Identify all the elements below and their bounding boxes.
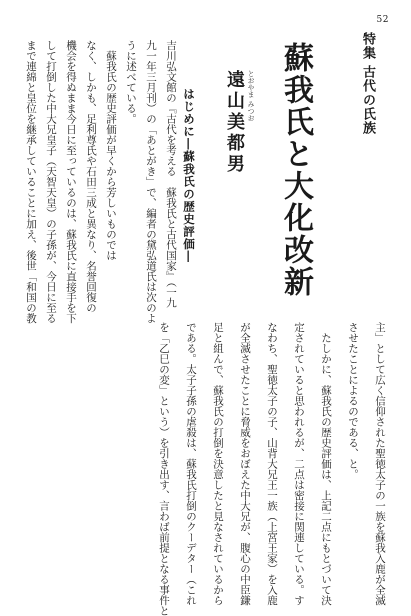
- text-column: なく、しかも、足利尊氏や石田三成と異なり、名誉回復の: [85, 40, 97, 313]
- author-name: 遠山美都男: [224, 70, 245, 175]
- body-text-upper: [18, 40, 177, 324]
- text-column: まで連綿と皇位を継承していることに加え、後世「和国の教: [25, 40, 37, 324]
- series-header: [358, 32, 377, 135]
- text-column: 九一年三月刊）の「あとがき」で、編者の黛弘道氏は次のよ: [145, 40, 157, 324]
- body-text-lower: [155, 322, 386, 616]
- section-heading: はじめに―蘇我氏の歴史評価―: [182, 88, 196, 263]
- text-column: 吉川弘文館の『古代を考える 蘇我氏と古代国家』（一九: [165, 40, 177, 308]
- article-title: 蘇我氏と大化改新: [278, 42, 313, 298]
- series-title: 古代の氏族: [360, 65, 375, 135]
- series-label: 特集: [360, 32, 375, 60]
- text-column: たしかに、蘇我氏の歴史評価は、上記二点にもとづいて決: [320, 322, 332, 606]
- author-reading: とおやま みつお: [247, 70, 255, 122]
- text-column: うに述べている。: [125, 40, 137, 124]
- text-column: させたことによるのである、と。: [347, 322, 359, 480]
- text-column: 機会を得ぬまま今日に至っているのは、蘇我氏に直接手を下: [65, 40, 77, 324]
- text-column: して打倒した中大兄皇子（天智天皇）の子孫が、今日に至る: [45, 40, 57, 324]
- text-column: である。太子子孫の虐殺は、蘇我氏打倒のクーデター（これ: [185, 322, 197, 606]
- text-column: が全滅させたことに脅威をおぼえた中大兄が、腹心の中臣鎌: [239, 322, 251, 606]
- text-column: なわち、聖徳太子の子、山背大兄王一族（上宮王家）を入鹿: [266, 322, 278, 606]
- text-column: 主」として広く信仰された聖徳太子の一族を蘇我入鹿が全滅: [374, 322, 386, 606]
- text-column: 定されていると思われるが、二点は密接に関連している。す: [293, 322, 305, 606]
- page-number: 52: [376, 15, 389, 25]
- text-column: 足と組んで、蘇我氏の打倒を決意したと見なされているから: [212, 322, 224, 606]
- text-column: を「乙巳の変」という）を引き出す、言わば前提となる事件と: [158, 322, 170, 616]
- text-column: 蘇我氏の歴史評価が早くから芳しいものでは: [105, 40, 117, 261]
